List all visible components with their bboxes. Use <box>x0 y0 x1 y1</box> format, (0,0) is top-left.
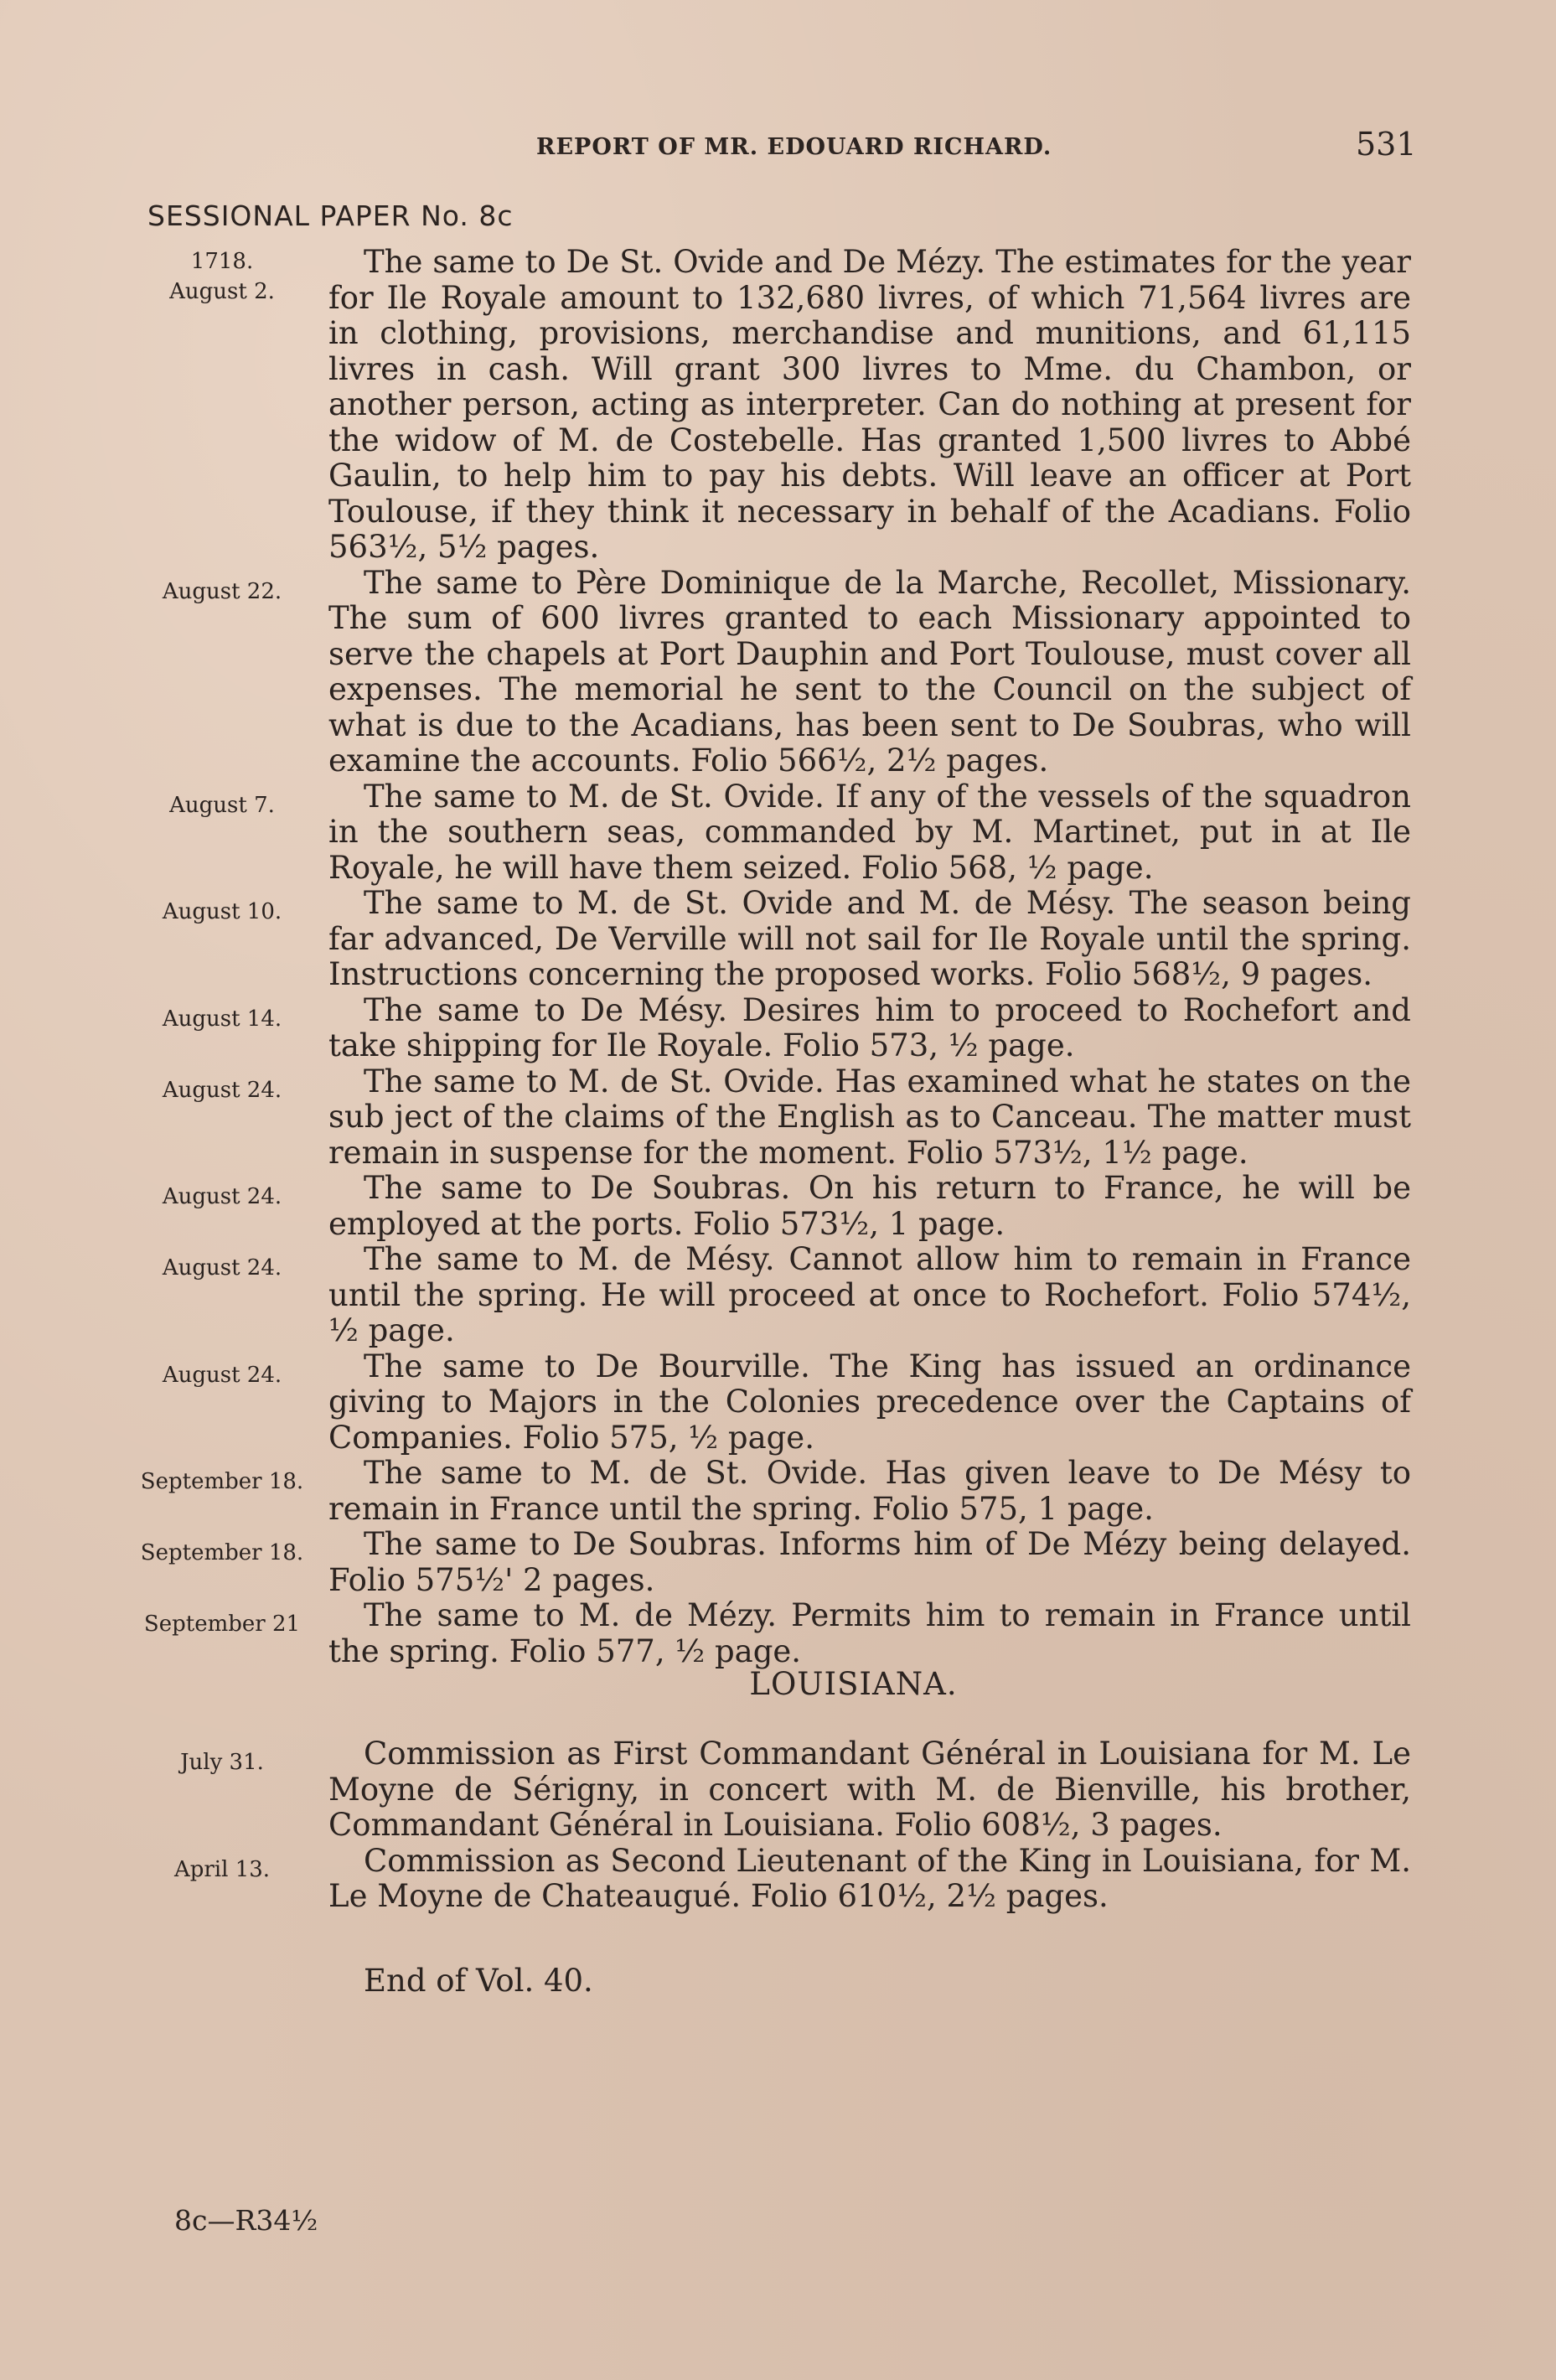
entry-text: Commission as First Commandant Général in Louisiana for M. Le Moyne de Sérigny, in concert with M. de Bienville, his brother, Commandant Général in Louisiana. Folio 608½, 3 pages. <box>328 1736 1411 1843</box>
entry <box>0 1736 1556 1844</box>
running-header: REPORT OF MR. EDOUARD RICHARD. <box>536 134 1052 160</box>
entry <box>0 1456 1556 1527</box>
entry-date: September 18. <box>140 1540 304 1565</box>
entry-date: August 24. <box>162 1184 282 1209</box>
entry-date: August 22. <box>162 578 282 604</box>
section-title: LOUISIANA. <box>749 1666 958 1702</box>
entry <box>0 1527 1556 1598</box>
entry-date: August 24. <box>162 1077 282 1103</box>
entry <box>0 1598 1556 1669</box>
entry-date: 1718. August 2. <box>169 249 275 305</box>
entry-text: The same to M. de Mézy. Permits him to remain in France until the spring. Folio 577, ½ page. <box>328 1597 1411 1669</box>
entry <box>0 1844 1556 1915</box>
entry-text: Commission as Second Lieutenant of the King in Louisiana, for M. Le Moyne de Chateaugué. Folio 610½, 2½ pages. <box>328 1842 1411 1914</box>
entry-date: September 21 <box>143 1612 301 1637</box>
entry-date: August 10. <box>162 899 282 924</box>
entry-text: The same to De Soubras. Informs him of De Mézy being delayed. Folio 575½' 2 pages. <box>328 1526 1411 1598</box>
louisiana-entry-list <box>0 1736 1556 1915</box>
entry <box>0 1171 1556 1242</box>
page-number: 531 <box>1356 126 1417 163</box>
end-note: End of Vol. 40. <box>364 1963 593 1999</box>
entry-date: August 24. <box>162 1362 282 1388</box>
sessional-paper-label: SESSIONAL PAPER No. 8c <box>147 199 514 232</box>
entry-date: August 24. <box>162 1255 282 1281</box>
entry <box>0 245 1556 566</box>
entry-list <box>0 245 1556 1669</box>
entry-text: The same to M. de St. Ovide. If any of the vessels of the squadron in the southern seas, commanded by M. Martinet, put in at Ile Royale, he will have them seized. Folio 568, ½ page. <box>328 778 1411 886</box>
entry-text: The same to M. de St. Ovide. Has given leave to De Mésy to remain in France until the spring. Folio 575, 1 page. <box>328 1455 1411 1527</box>
entry <box>0 566 1556 779</box>
entry <box>0 1349 1556 1456</box>
entry-date: August 7. <box>169 792 275 818</box>
entry-text: The same to De Bourville. The King has issued an ordinance giving to Majors in the Colonies precedence over the Captains of Companies. Folio 575, ½ page. <box>328 1348 1411 1456</box>
entry-date: July 31. <box>180 1750 264 1775</box>
entry-text: The same to M. de Mésy. Cannot allow him to remain in France until the spring. He will proceed at once to Rochefort. Folio 574½, ½ page. <box>328 1241 1411 1348</box>
entry-text: The same to M. de St. Ovide and M. de Mésy. The season being far advanced, De Verville will not sail for Ile Royale until the spring. Instructions concerning the proposed works. Folio 568½, 9 pages. <box>328 885 1411 992</box>
entry-date: August 14. <box>162 1006 282 1032</box>
entry <box>0 1064 1556 1172</box>
entry-text: The same to De St. Ovide and De Mézy. The estimates for the year for Ile Royale amount to 132,680 livres, of which 71,564 livres are in clothing, provisions, merchandise and munitions, and 61,115 livres in cash. Will grant 300 livres to Mme. du Chambon, or another person, acting as interpreter. Can do nothing at present for the widow of M. de Costebelle. Has granted 1,500 livres to Abbé Gaulin, to help him to pay his debts. Will leave an officer at Port Toulouse, if they think it necessary in behalf of the Acadians. Folio 563½, 5½ pages. <box>328 244 1411 565</box>
entry <box>0 993 1556 1064</box>
entry-text: The same to M. de St. Ovide. Has examined what he states on the sub ject of the claims of the English as to Canceau. The matter must remain in suspense for the moment. Folio 573½, 1½ page. <box>328 1063 1411 1171</box>
entry <box>0 1242 1556 1349</box>
entry-text: The same to De Soubras. On his return to France, he will be employed at the ports. Folio 573½, 1 page. <box>328 1170 1411 1242</box>
printer-signature: 8c—R34½ <box>174 2204 318 2237</box>
entry-text: The same to Père Dominique de la Marche, Recollet, Missionary. The sum of 600 livres granted to each Missionary appointed to serve the chapels at Port Dauphin and Port Toulouse, must cover all expenses. The memorial he sent to the Council on the subject of what is due to the Acadians, has been sent to De Soubras, who will examine the accounts. Folio 566½, 2½ pages. <box>328 564 1411 779</box>
entry-date: April 13. <box>173 1856 271 1882</box>
entry-date: September 18. <box>140 1469 304 1494</box>
entry <box>0 886 1556 993</box>
entry-text: The same to De Mésy. Desires him to proceed to Rochefort and take shipping for Ile Royale. Folio 573, ½ page. <box>328 991 1411 1063</box>
entry <box>0 779 1556 887</box>
